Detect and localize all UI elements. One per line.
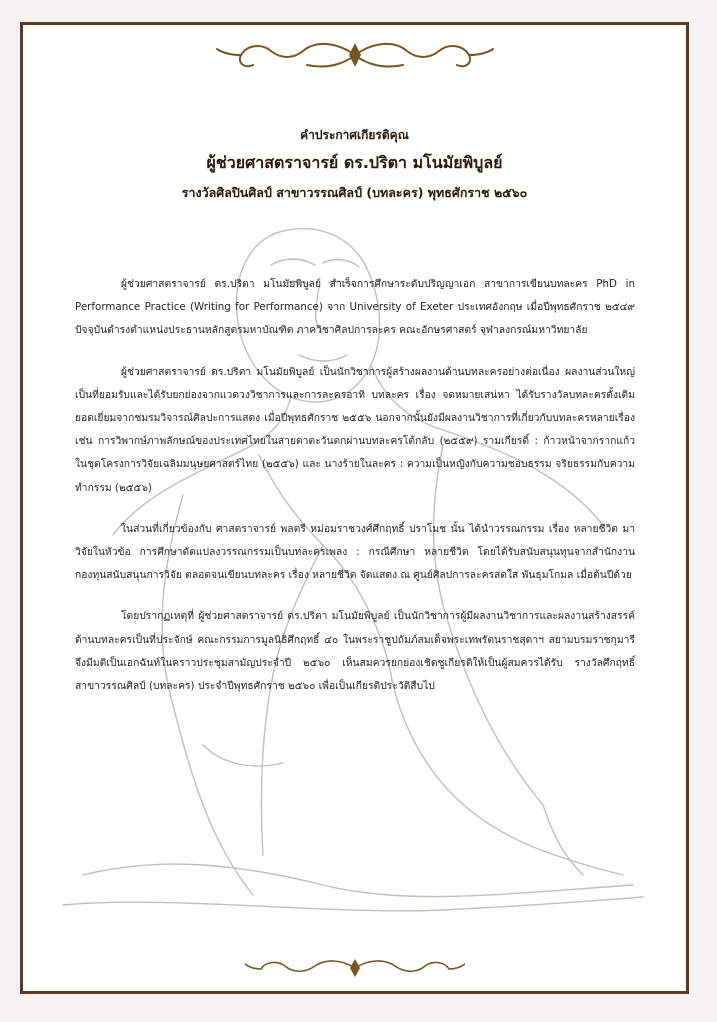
- award-title: รางวัลศิลปินศิลป์ สาขาวรรณศิลป์ (บทละคร) พุทธศักราช ๒๕๖๐: [181, 185, 528, 200]
- citation-paragraph-works: ผู้ช่วยศาสตราจารย์ ดร.ปริตา มโนมัยพิบูลย์ เป็นนักวิชาการผู้สร้างผลงานด้านบทละครอย่างต่อเนื่อง ผลงานส่วนใหญ่เป็นที่ยอมรับและได้รับยกย่องจากแวดวงวิชาการและการละครอาทิ บทละคร เรื่อง จดหมายเสน่หา ได้รับรางวัลบทละครดั้งเดิมยอดเยี่ยมจากชมรมวิจารณ์ศิลปะการแสดง เมื่อปีพุทธศักราช ๒๕๕๖ นอกจากนั้นยังมีผลงานวิชาการที่เกี่ยวกับบทละครหลายเรื่อง เช่น การวิพากษ์ภาพลักษณ์ของประเทศไทยในสายตาตะวันตกผ่านบทละครโต้กลับ (๒๕๕๙) รามเกียรติ์ : ก้าวหน้าจากรากแก้ว ในชุดโครงการวิจัยเฉลิมมนุษยศาสตร์ไทย (๒๕๕๖) และ นางร้ายในละคร : ความเป็นหญิงกับความชอบธรรม จริยธรรมกับความทำกรรม (๒๕๕๖): [75, 365, 635, 494]
- scroll-ornament-icon: [215, 35, 495, 75]
- recipient-name: ผู้ช่วยศาสตราจารย์ ดร.ปริตา มโนมัยพิบูลย์: [206, 153, 503, 172]
- citation-paragraph-research: ในส่วนที่เกี่ยวข้องกับ ศาสตราจารย์ พลตรี หม่อมราชวงศ์ศึกฤทธิ์ ปราโมช นั้น ได้นำวรรณกรรม เรื่อง หลายชีวิต มาวิจัยในหัวข้อ การศึกษาดัดแปลงวรรณกรรมเป็นบทละครเพลง : กรณีศึกษา หลายชีวิต โดยได้รับสนับสนุนทุนจากสำนักงานกองทุนสนับสนุนการวิจัย ตลอดจนเขียนบทละคร เรื่อง หลายชีวิต จัดแสดง ณ ศูนย์ศิลปการละครสดใส พันธุมโกมล เมื่อต้นปีด้วย: [75, 522, 635, 582]
- citation-paragraph-resolution: โดยปรากฏเหตุที่ ผู้ช่วยศาสตราจารย์ ดร.ปริตา มโนมัยพิบูลย์ เป็นนักวิชาการผู้มีผลงานวิชาการและผลงานสร้างสรรค์ด้านบทละครเป็นที่ประจักษ์ คณะกรรมการมูลนิธิศึกฤทธิ์ ๔๐ ในพระราชูปถัมภ์สมเด็จพระเทพรัตนราชสุดาฯ สยามบรมราชกุมารี จึงมีมติเป็นเอกฉันท์ในคราวประชุมสามัญประจำปี ๒๕๖๐ เห็นสมควรยกย่องเชิดชูเกียรติให้เป็นผู้สมควรได้รับ รางวัลศึกฤทธิ์ สาขาวรรณศิลป์ (บทละคร) ประจำปีพุทธศักราช ๒๕๖๐ เพื่อเป็นเกียรติประวัติสืบไป: [75, 610, 635, 693]
- citation-paragraph-education: ผู้ช่วยศาสตราจารย์ ดร.ปริตา มโนมัยพิบูลย์ สำเร็จการศึกษาระดับปริญญาเอก สาขาการเขียนบทละคร PhD in Performance Practice (Writing for Performance) จาก University of Exeter ประเทศอังกฤษ เมื่อปีพุทธศักราช ๒๕๔๙ ปัจจุบันดำรงตำแหน่งประธานหลักสูตรมหาบัณฑิต ภาควิชาศิลปการละคร คณะอักษรศาสตร์ จุฬาลงกรณ์มหาวิทยาลัย: [75, 278, 635, 337]
- certificate-frame: [20, 22, 689, 994]
- citation-body: [75, 273, 635, 716]
- scroll-ornament-icon: [245, 953, 465, 983]
- certificate-heading: คำประกาศเกียรติคุณ: [300, 128, 409, 142]
